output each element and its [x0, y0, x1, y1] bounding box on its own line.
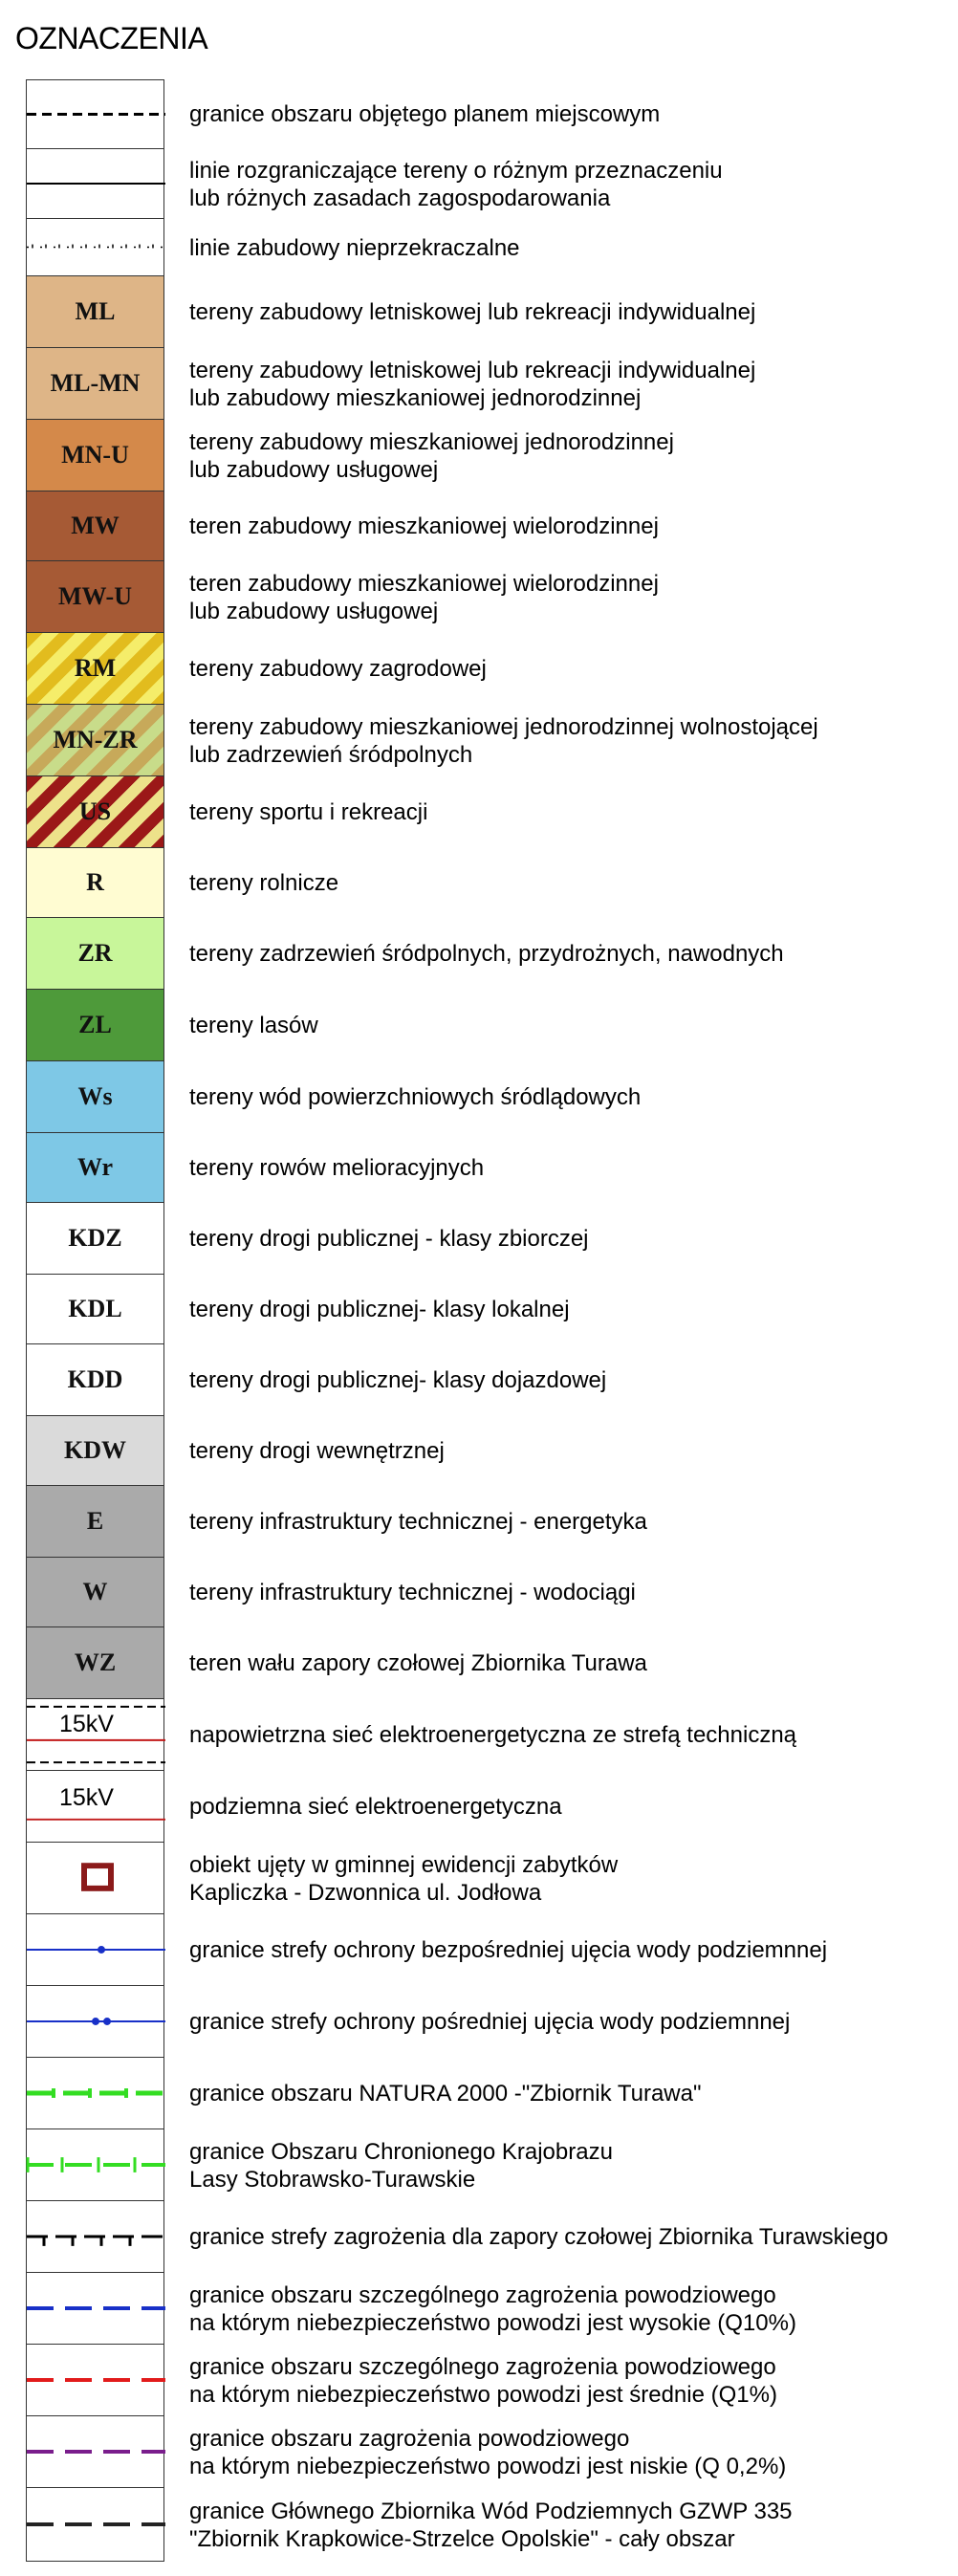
zone-code: MN-U: [61, 441, 129, 469]
description-line: podziemna sieć elektroenergetyczna: [189, 1794, 562, 1820]
voltage-label: 15kV: [59, 1711, 114, 1737]
description-line: tereny drogi wewnętrznej: [189, 1438, 445, 1464]
legend-description: [164, 1914, 827, 1986]
zone-code: ML: [75, 297, 116, 325]
description-line: granice obszaru objętego planem miejscowym: [189, 101, 661, 127]
zone-code: US: [78, 797, 112, 825]
description-line: tereny infrastruktury technicznej - energetyka: [189, 1509, 647, 1535]
description-line: teren zabudowy mieszkaniowej wielorodzinnej: [189, 570, 659, 597]
legend-swatch: [26, 491, 164, 561]
legend-swatch: [26, 149, 164, 219]
legend-row: [26, 1486, 934, 1558]
legend-row: [26, 2129, 934, 2201]
description-line: granice Głównego Zbiornika Wód Podziemnych GZWP 335: [189, 2498, 793, 2524]
legend-description: [164, 348, 755, 420]
description-line: lub zabudowy usługowej: [189, 456, 439, 483]
legend-description: [164, 2488, 793, 2562]
description-line: Kapliczka - Dzwonnica ul. Jodłowa: [189, 1879, 542, 1906]
zone-code: Wr: [76, 1153, 114, 1181]
legend-description: [164, 1275, 570, 1344]
legend-swatch: [26, 705, 164, 776]
legend-row: [26, 1914, 934, 1986]
legend-row: [26, 848, 934, 918]
legend-description: [164, 2058, 702, 2129]
description-line: lub różnych zasadach zagospodarowania: [189, 185, 611, 211]
legend-row: [26, 276, 934, 348]
legend-swatch: [26, 1344, 164, 1416]
legend-row: [26, 2488, 934, 2562]
legend-description: [164, 491, 659, 561]
zone-code: R: [86, 868, 104, 896]
legend-swatch: [26, 1986, 164, 2058]
description-line: obiekt ujęty w gminnej ewidencji zabytków: [189, 1851, 619, 1878]
description-line: na którym niebezpieczeństwo powodzi jest średnie (Q1%): [189, 2381, 777, 2408]
voltage-label: 15kV: [59, 1784, 114, 1811]
legend-row: [26, 79, 934, 149]
legend-description: [164, 1627, 647, 1699]
legend-row: [26, 2058, 934, 2129]
legend-row: [26, 1416, 934, 1486]
description-line: "Zbiornik Krapkowice-Strzelce Opolskie" - cały obszar: [189, 2525, 735, 2552]
description-line: Lasy Stobrawsko-Turawskie: [189, 2166, 476, 2193]
line-symbol: [27, 219, 165, 275]
legend-row: [26, 2201, 934, 2273]
legend-swatch: [26, 918, 164, 990]
legend-swatch: [26, 2273, 164, 2345]
line-symbol: [27, 2488, 165, 2561]
legend-swatch: [26, 1558, 164, 1627]
line-symbol: [27, 1986, 165, 2057]
legend-row: [26, 918, 934, 990]
legend-description: [164, 2416, 786, 2488]
description-line: tereny zabudowy letniskowej lub rekreacji indywidualnej: [189, 299, 756, 325]
legend-row: [26, 990, 934, 1061]
legend-row: [26, 2416, 934, 2488]
legend-row: [26, 1843, 934, 1914]
zone-code: E: [86, 1507, 104, 1535]
legend-swatch: [26, 2129, 164, 2201]
description-line: lub zabudowy mieszkaniowej jednorodzinnej: [189, 384, 642, 411]
description-line: tereny lasów: [189, 1013, 318, 1038]
zone-code: MN-ZR: [53, 726, 138, 753]
description-line: linie rozgraniczające tereny o różnym przeznaczeniu: [189, 157, 723, 184]
legend-description: [164, 420, 674, 491]
zone-code: WZ: [74, 1648, 117, 1676]
line-symbol: [27, 80, 165, 148]
legend-swatch: [26, 1699, 164, 1771]
legend-swatch: [26, 776, 164, 848]
description-line: tereny rowów melioracyjnych: [189, 1155, 485, 1181]
legend-row: [26, 1203, 934, 1275]
description-line: tereny rolnicze: [189, 870, 339, 896]
legend-table: [26, 79, 934, 2562]
description-line: na którym niebezpieczeństwo powodzi jest niskie (Q 0,2%): [189, 2453, 787, 2479]
legend-swatch: [26, 990, 164, 1061]
line-symbol: [27, 2273, 165, 2344]
legend-row: [26, 1344, 934, 1416]
legend-swatch: [26, 2058, 164, 2129]
description-line: granice strefy ochrony bezpośredniej ujęcia wody podziemnnej: [189, 1937, 828, 1963]
legend-description: [164, 918, 784, 990]
zone-code: MW-U: [57, 582, 132, 610]
zone-code: ZR: [77, 939, 113, 967]
legend-row: [26, 491, 934, 561]
legend-description: [164, 276, 755, 348]
legend-swatch: [26, 1416, 164, 1486]
legend-swatch: [26, 561, 164, 633]
legend-swatch: [26, 2345, 164, 2416]
legend-title: OZNACZENIA: [15, 21, 208, 55]
legend-row: [26, 348, 934, 420]
description-line: linie zabudowy nieprzekraczalne: [189, 234, 520, 261]
legend-description: [164, 2345, 777, 2416]
description-line: tereny zabudowy mieszkaniowej jednorodzinnej: [189, 428, 674, 455]
legend-row: [26, 1986, 934, 2058]
zone-code: Ws: [77, 1082, 113, 1110]
legend-swatch: [26, 2416, 164, 2488]
description-line: granice Obszaru Chronionego Krajobrazu: [189, 2138, 613, 2165]
legend-description: [164, 149, 723, 219]
legend-description: [164, 79, 660, 149]
legend-description: [164, 1986, 790, 2058]
legend-description: [164, 2129, 613, 2201]
legend-description: [164, 2273, 796, 2345]
zone-code: RM: [74, 654, 117, 682]
description-line: tereny wód powierzchniowych śródlądowych: [189, 1084, 642, 1110]
legend-swatch: [26, 1486, 164, 1558]
line-symbol: [27, 2345, 165, 2415]
description-line: na którym niebezpieczeństwo powodzi jest wysokie (Q10%): [189, 2309, 796, 2336]
legend-swatch: [26, 2488, 164, 2562]
zone-code: KDZ: [68, 1224, 122, 1252]
legend-description: [164, 561, 659, 633]
description-line: napowietrzna sieć elektroenergetyczna ze strefą techniczną: [189, 1722, 797, 1748]
description-line: tereny zabudowy zagrodowej: [189, 656, 487, 682]
legend-row: [26, 705, 934, 776]
legend-row: [26, 1699, 934, 1771]
legend-row: [26, 1627, 934, 1699]
legend-description: [164, 1699, 796, 1771]
legend-description: [164, 633, 487, 705]
legend-description: [164, 1416, 445, 1486]
description-line: teren wału zapory czołowej Zbiornika Turawa: [189, 1650, 647, 1676]
legend-swatch: [26, 276, 164, 348]
legend-row: [26, 1275, 934, 1344]
legend-swatch: [26, 219, 164, 276]
line-symbol: [27, 2416, 165, 2487]
description-line: teren zabudowy mieszkaniowej wielorodzinnej: [189, 513, 659, 539]
description-line: tereny drogi publicznej- klasy lokalnej: [189, 1297, 570, 1322]
legend-row: [26, 776, 934, 848]
zone-code: MW: [71, 512, 120, 539]
legend-swatch: [26, 1133, 164, 1203]
legend-swatch: [26, 1843, 164, 1914]
legend-row: [26, 1061, 934, 1133]
legend-row: [26, 219, 934, 276]
description-line: granice obszaru NATURA 2000 -"Zbiornik Turawa": [189, 2081, 702, 2107]
legend-description: [164, 776, 427, 848]
legend-row: [26, 2345, 934, 2416]
legend-description: [164, 848, 338, 918]
line-symbol: [27, 1843, 165, 1913]
legend-description: [164, 1203, 589, 1275]
legend-description: [164, 2201, 888, 2273]
description-line: tereny infrastruktury technicznej - wodociągi: [189, 1580, 636, 1605]
legend-description: [164, 1771, 562, 1843]
legend-description: [164, 219, 520, 276]
description-line: granice strefy ochrony pośredniej ujęcia wody podziemnnej: [189, 2009, 791, 2035]
legend-description: [164, 1558, 636, 1627]
zone-code: KDL: [68, 1295, 122, 1322]
legend-description: [164, 1486, 647, 1558]
description-line: tereny drogi publicznej - klasy zbiorczej: [189, 1226, 589, 1252]
legend-swatch: [26, 420, 164, 491]
description-line: tereny sportu i rekreacji: [189, 799, 428, 825]
description-line: lub zadrzewień śródpolnych: [189, 741, 473, 768]
legend-row: [26, 1771, 934, 1843]
legend-swatch: [26, 1914, 164, 1986]
legend-row: [26, 561, 934, 633]
line-symbol: [27, 2201, 165, 2272]
legend-description: [164, 1133, 484, 1203]
zone-code: W: [82, 1578, 108, 1605]
line-symbol: [27, 149, 165, 218]
legend-row: [26, 1558, 934, 1627]
legend-description: [164, 1061, 641, 1133]
description-line: lub zabudowy usługowej: [189, 598, 439, 624]
description-line: tereny zadrzewień śródpolnych, przydrożnych, nawodnych: [189, 941, 784, 967]
legend-swatch: [26, 848, 164, 918]
legend-swatch: [26, 1627, 164, 1699]
legend-swatch: [26, 633, 164, 705]
zone-code: KDW: [64, 1436, 126, 1464]
legend-description: [164, 990, 318, 1061]
description-line: granice obszaru szczególnego zagrożenia powodziowego: [189, 2353, 776, 2380]
legend-row: [26, 420, 934, 491]
legend-description: [164, 1843, 618, 1914]
legend-row: [26, 1133, 934, 1203]
description-line: tereny zabudowy mieszkaniowej jednorodzinnej wolnostojącej: [189, 713, 818, 740]
description-line: tereny drogi publicznej- klasy dojazdowej: [189, 1367, 607, 1393]
legend-swatch: [26, 79, 164, 149]
legend-swatch: [26, 1275, 164, 1344]
description-line: granice strefy zagrożenia dla zapory czołowej Zbiornika Turawskiego: [189, 2224, 889, 2250]
description-line: granice obszaru szczególnego zagrożenia powodziowego: [189, 2281, 776, 2308]
line-symbol: [27, 2058, 165, 2128]
legend-swatch: [26, 2201, 164, 2273]
zone-code: ML-MN: [50, 369, 141, 397]
line-symbol: [27, 1914, 165, 1985]
line-symbol: [27, 2129, 165, 2200]
legend-swatch: [26, 1061, 164, 1133]
legend-description: [164, 705, 818, 776]
legend-swatch: [26, 348, 164, 420]
legend-row: [26, 633, 934, 705]
legend-swatch: [26, 1203, 164, 1275]
zone-code: ZL: [78, 1011, 112, 1038]
description-line: tereny zabudowy letniskowej lub rekreacji indywidualnej: [189, 357, 756, 383]
description-line: granice obszaru zagrożenia powodziowego: [189, 2425, 630, 2452]
legend-row: [26, 2273, 934, 2345]
legend-swatch: [26, 1771, 164, 1843]
legend-row: [26, 149, 934, 219]
legend-description: [164, 1344, 606, 1416]
zone-code: KDD: [67, 1365, 123, 1393]
